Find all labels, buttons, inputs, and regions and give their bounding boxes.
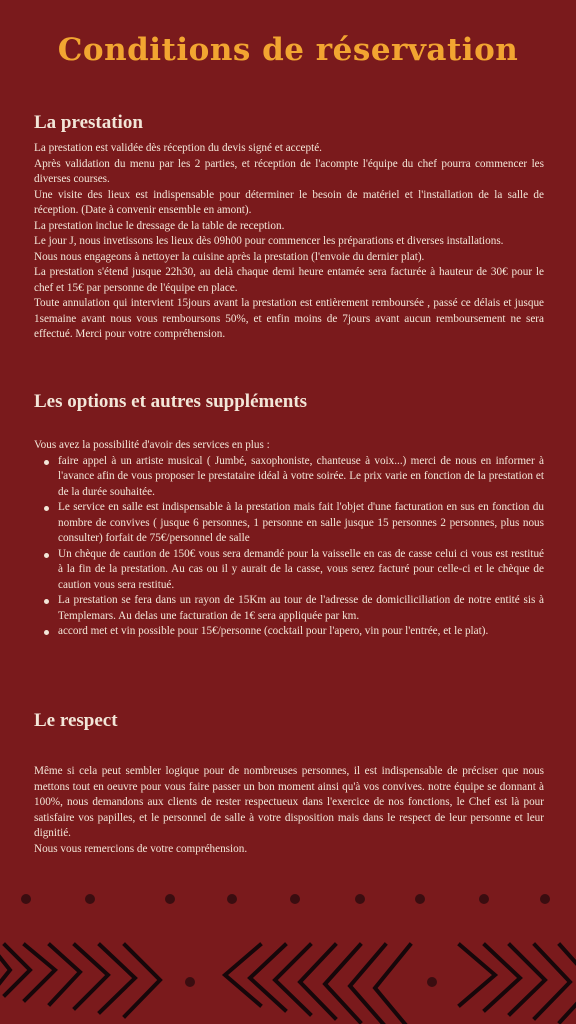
list-item <box>58 624 544 640</box>
bullet-icon <box>44 630 49 635</box>
paragraph: Nous vous remercions de votre compréhension. <box>34 842 248 855</box>
options-list <box>34 454 544 640</box>
dot-row-icon <box>21 894 550 987</box>
options-text <box>34 438 544 640</box>
list-item-text: Un chèque de caution de 150€ vous sera demandé pour la vaisselle en cas de casse celui ci vous est restitué à la fin de la prestation. Au cas ou il y aurait de la casse, vous serez facturé pour celle-ci et le chèque de caution vous sera restitué. <box>58 547 544 591</box>
section-heading-prestation: La prestation <box>34 112 143 133</box>
list-item-text: La prestation se fera dans un rayon de 15Km au tour de l'adresse de domiciliciliation de notre entité sis à Templemars. Au delas une facturation de 1€ sera appliquée par km. <box>58 594 544 622</box>
page-title: Conditions de réservation <box>57 32 519 68</box>
section-prestation <box>34 112 544 343</box>
list-item <box>58 454 544 501</box>
list-item-text: Le service en salle est indispensable à la prestation mais fait l'objet d'une facturation en sus en fonction du nombre de convives ( jusque 6 personnes, 1 personne en salle jusque 15 personnes 2 personnes, plus nous consulter) forfait de 75€/personnel de salle <box>58 501 544 544</box>
paragraph: Toute annulation qui intervient 15jours avant la prestation est entièrement remboursée , passé ce délais et jusque 1semaine avant nous vous remboursons 50%, et enfin moins de 7jours avant aucun remboursement ne sera effectué. Merci pour votre compréhension. <box>34 297 544 340</box>
section-respect <box>34 710 544 857</box>
section-heading-respect: Le respect <box>34 710 118 731</box>
paragraph: Nous nous engageons à nettoyer la cuisine après la prestation (l'envoie du dernier plat). <box>34 250 425 263</box>
respect-text <box>34 764 544 857</box>
list-item <box>58 500 544 547</box>
paragraph: Le jour J, nous invetissons les lieux dès 09h00 pour commencer les préparations et diverses installations. <box>34 235 504 247</box>
bullet-icon <box>44 553 49 558</box>
list-item-text: faire appel à un artiste musical ( Jumbé, saxophoniste, chanteuse à voix...) merci de nous en informer à l'avance afin de vous proposer le prestataire idéal à votre soirée. Le prix varie en fonction de la prestation et de la durée souhaitée. <box>58 454 544 498</box>
section-options <box>34 391 544 640</box>
list-item-text: accord met et vin possible pour 15€/personne (cocktail pour l'apero, vin pour l'entrée, et le plat). <box>58 625 489 637</box>
chevron-center-group-icon <box>225 945 410 1024</box>
list-item <box>58 547 544 594</box>
paragraph: La prestation est validée dès réception du devis signé et accepté. <box>34 142 322 154</box>
paragraph: Une visite des lieux est indispensable pour déterminer le besoin de matériel et l'installation de la salle de réception. (Date à convenir ensemble en amont). <box>34 188 544 216</box>
chevron-right-group-icon <box>460 945 576 1022</box>
paragraph: La prestation s'étend jusque 22h30, au delà chaque demi heure entamée sera facturée à hauteur de 30€ pour le chef et 15€ par personne de l'équipe en place. <box>34 266 544 294</box>
bullet-icon <box>44 599 49 604</box>
bullet-icon <box>44 506 49 511</box>
options-intro: Vous avez la possibilité d'avoir des services en plus : <box>34 439 270 451</box>
section-heading-options: Les options et autres suppléments <box>34 391 308 412</box>
paragraph: Même si cela peut sembler logique pour de nombreuses personnes, il est indispensable de préciser que nous mettons tout en oeuvre pour vous faire passer un bon moment ainsi qu'à vos convives. notre équipe se donnant à 100%, nous demandons aux clients de rester respectueux dans l'exercice de nos fonctions, le Chef est là pour satisfaire vos papilles, et le personnel de salle à votre disposition mais dans le respect de leur personne et leur dignitié. <box>34 765 544 839</box>
paragraph: Après validation du menu par les 2 parties, et réception de l'acompte l'équipe du chef pourra commencer les diverses courses. <box>34 157 544 185</box>
list-item <box>58 593 544 624</box>
bullet-icon <box>44 460 49 465</box>
paragraph: La prestation inclue le dressage de la table de reception. <box>34 219 285 232</box>
prestation-text <box>34 141 544 343</box>
chevron-left-group-icon <box>0 945 160 1016</box>
